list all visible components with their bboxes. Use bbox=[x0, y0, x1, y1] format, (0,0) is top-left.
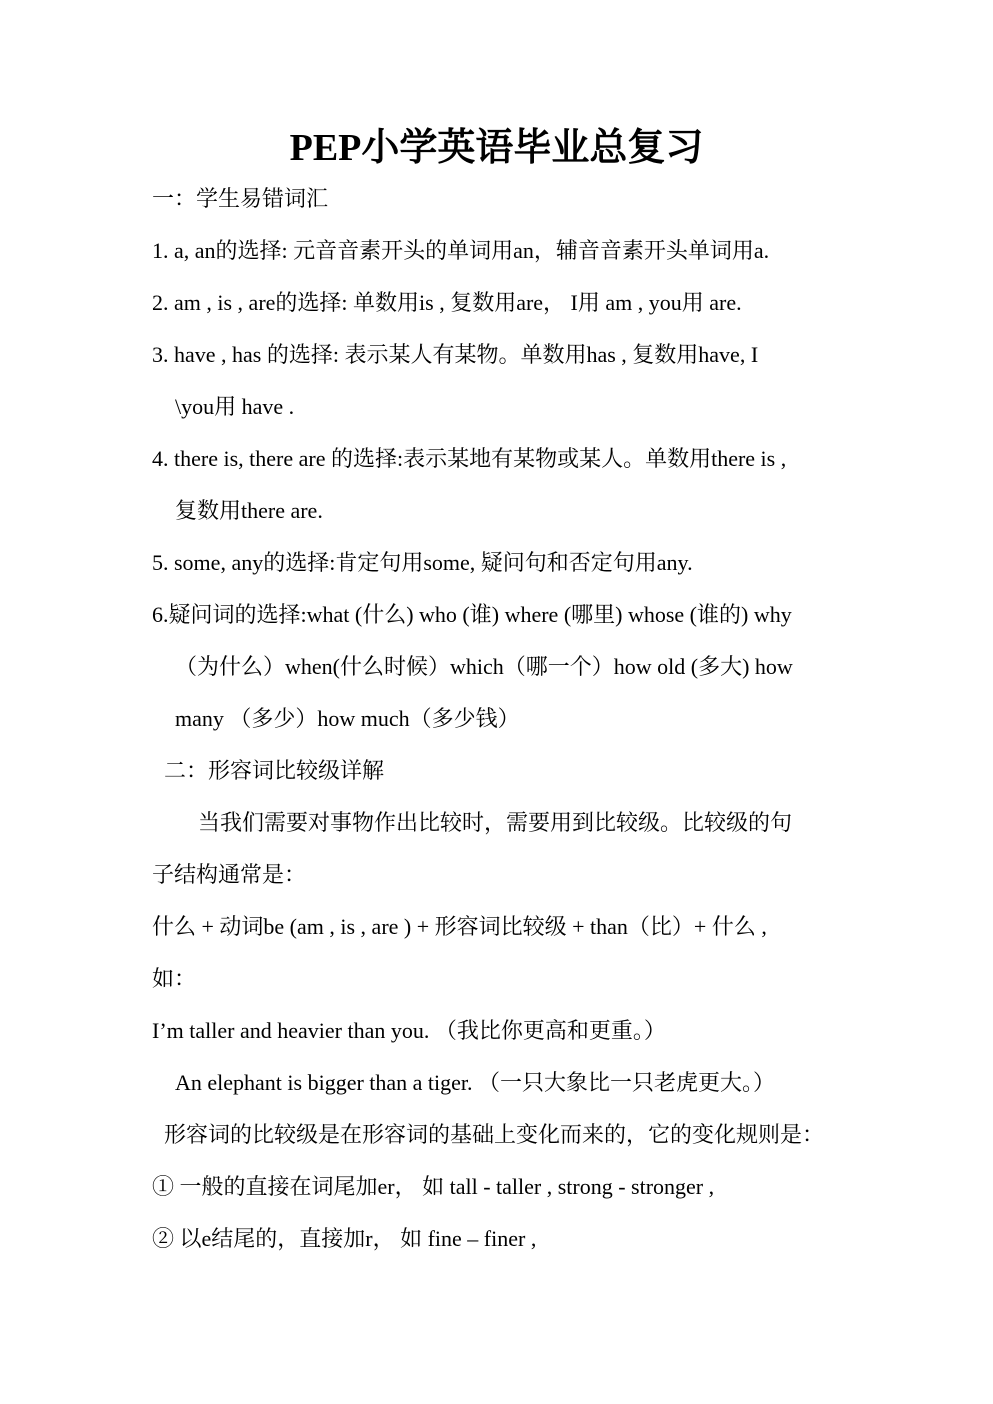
list-item: 6.疑问词的选择:what (什么) who (谁) where (哪里) whose (谁的) why bbox=[152, 602, 792, 627]
section-heading-1: 一：学生易错词汇 bbox=[152, 186, 329, 211]
list-item: 3. have , has 的选择: 表示某人有某物。单数用has , 复数用have, I bbox=[152, 342, 759, 367]
list-item-continuation: \you用 have . bbox=[175, 394, 295, 419]
list-item: 1. a, an的选择: 元音音素开头的单词用an，辅音音素开头单词用a. bbox=[152, 238, 770, 263]
paragraph-line: 如： bbox=[152, 966, 197, 991]
rule-item: ② 以e结尾的，直接加r， 如 fine – finer , bbox=[152, 1226, 537, 1251]
paragraph-line: 形容词的比较级是在形容词的基础上变化而来的，它的变化规则是： bbox=[164, 1122, 825, 1147]
list-item-continuation: many （多少）how much（多少钱） bbox=[175, 706, 520, 731]
list-item: 2. am , is , are的选择: 单数用is , 复数用are， I用 am , you用 are. bbox=[152, 290, 742, 315]
formula-line: 什么 + 动词be (am , is , are ) + 形容词比较级 + than（比）+ 什么 , bbox=[152, 914, 767, 939]
rule-item: ① 一般的直接在词尾加er， 如 tall - taller , strong - stronger , bbox=[152, 1174, 715, 1199]
document-title: PEP小学英语毕业总复习 bbox=[289, 127, 704, 169]
example-sentence: An elephant is bigger than a tiger. （一只大象比一只老虎更大。） bbox=[175, 1070, 776, 1095]
list-item-continuation: （为什么）when(什么时候）which（哪一个）how old (多大) how bbox=[175, 654, 793, 679]
list-item-continuation: 复数用there are. bbox=[175, 498, 323, 523]
paragraph-line: 当我们需要对事物作出比较时，需要用到比较级。比较级的句 bbox=[198, 810, 793, 835]
list-item: 5. some, any的选择:肯定句用some, 疑问句和否定句用any. bbox=[152, 550, 693, 575]
list-item: 4. there is, there are 的选择:表示某地有某物或某人。单数用there is , bbox=[152, 446, 787, 471]
example-sentence: I’m taller and heavier than you. （我比你更高和更重。） bbox=[152, 1018, 666, 1043]
section-heading-2: 二：形容词比较级详解 bbox=[164, 758, 385, 783]
paragraph-line: 子结构通常是： bbox=[152, 862, 307, 887]
